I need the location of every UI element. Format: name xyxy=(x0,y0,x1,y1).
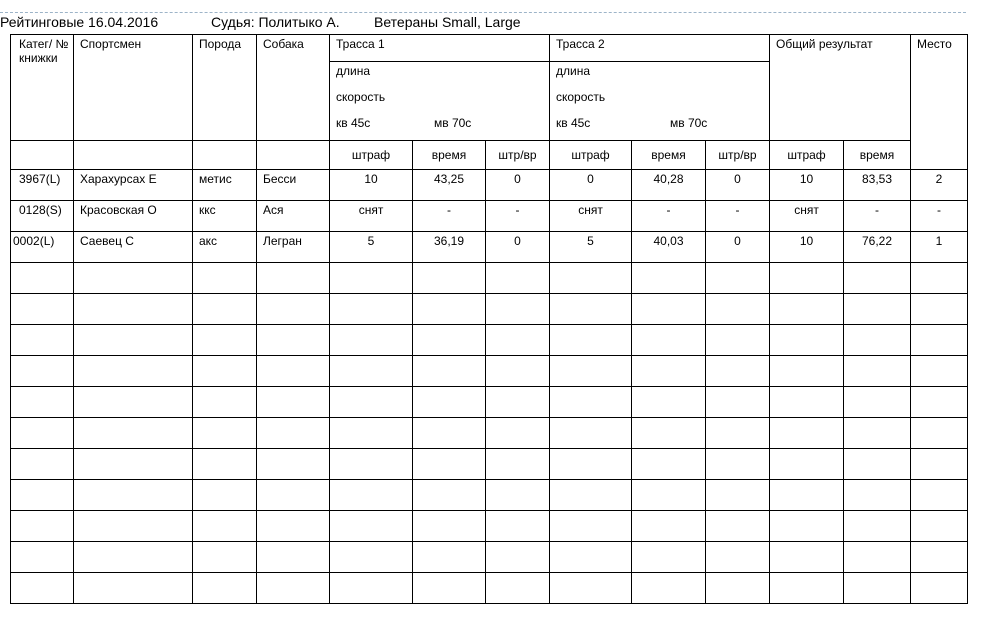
empty-cell xyxy=(632,480,706,511)
empty-cell xyxy=(911,263,968,294)
cell-c2-ratio: - xyxy=(706,201,770,232)
cell-dog: Ася xyxy=(257,201,330,232)
empty-cell xyxy=(193,325,257,356)
empty-cell xyxy=(770,480,844,511)
empty-cell xyxy=(330,511,413,542)
empty-cell xyxy=(486,511,550,542)
empty-cell xyxy=(330,449,413,480)
empty-row xyxy=(11,356,968,387)
empty-cell xyxy=(706,449,770,480)
empty-cell xyxy=(632,387,706,418)
empty-cell xyxy=(413,573,486,604)
empty-cell xyxy=(193,542,257,573)
empty-cell xyxy=(11,480,74,511)
cell-total-penalty: снят xyxy=(770,201,844,232)
empty-cell xyxy=(330,480,413,511)
empty-cell xyxy=(257,573,330,604)
empty-cell xyxy=(770,356,844,387)
empty-cell xyxy=(632,418,706,449)
cell-c2-ratio: 0 xyxy=(706,170,770,201)
empty-cell xyxy=(911,418,968,449)
cell-c1-ratio: 0 xyxy=(486,232,550,263)
empty-cell xyxy=(257,480,330,511)
col-place: Место xyxy=(911,35,968,170)
empty-cell xyxy=(330,325,413,356)
empty-cell xyxy=(330,418,413,449)
empty-cell xyxy=(257,325,330,356)
col-total: Общий результат xyxy=(770,35,911,141)
empty-cell xyxy=(193,294,257,325)
document-header xyxy=(0,12,966,33)
empty-cell xyxy=(706,387,770,418)
empty-cell xyxy=(257,356,330,387)
empty-cell xyxy=(486,325,550,356)
empty-cell xyxy=(550,294,632,325)
empty-cell xyxy=(486,294,550,325)
empty-row xyxy=(11,449,968,480)
empty-cell xyxy=(632,511,706,542)
empty-cell xyxy=(706,263,770,294)
empty-cell xyxy=(74,387,193,418)
cell-place: 1 xyxy=(911,232,968,263)
c2-time-header: время xyxy=(632,141,706,170)
header-row-top xyxy=(11,35,968,62)
empty-row xyxy=(11,294,968,325)
empty-cell xyxy=(11,418,74,449)
course2-kv: кв 45с xyxy=(556,116,591,130)
cell-breed: метис xyxy=(193,170,257,201)
empty-cell xyxy=(330,542,413,573)
event-title: Рейтинговые 16.04.2016 xyxy=(0,14,159,30)
c1-penalty-header: штраф xyxy=(330,141,413,170)
empty-cell xyxy=(550,449,632,480)
empty-cell xyxy=(486,573,550,604)
empty-cell xyxy=(413,480,486,511)
empty-cell xyxy=(74,573,193,604)
empty-cell xyxy=(74,294,193,325)
empty-cell xyxy=(330,263,413,294)
cell-id: 0002(L) xyxy=(11,232,74,263)
cell-place: 2 xyxy=(911,170,968,201)
table-row xyxy=(11,232,968,263)
course2-mv: мв 70с xyxy=(670,116,708,130)
empty-cell xyxy=(74,449,193,480)
empty-cell xyxy=(486,387,550,418)
empty-cell xyxy=(911,573,968,604)
empty-cell xyxy=(257,542,330,573)
empty-cell xyxy=(413,542,486,573)
table-row xyxy=(11,170,968,201)
empty-cell xyxy=(193,356,257,387)
empty-cell xyxy=(632,449,706,480)
empty-cell xyxy=(11,294,74,325)
empty-cell xyxy=(11,542,74,573)
empty-cell xyxy=(911,294,968,325)
course1-standards xyxy=(336,114,549,140)
empty-cell xyxy=(844,542,911,573)
empty-cell xyxy=(632,573,706,604)
cell-place: - xyxy=(911,201,968,232)
empty-cell xyxy=(413,511,486,542)
empty-cell xyxy=(770,573,844,604)
cell-id: 0128(S) xyxy=(11,201,74,232)
empty-cell xyxy=(550,511,632,542)
empty-cell xyxy=(74,542,193,573)
empty-cell xyxy=(706,511,770,542)
cell-c1-time: - xyxy=(413,201,486,232)
empty-cell xyxy=(770,325,844,356)
empty-cell xyxy=(413,263,486,294)
empty-cell xyxy=(257,418,330,449)
empty-cell xyxy=(706,418,770,449)
empty-cell xyxy=(706,325,770,356)
empty-cell xyxy=(74,511,193,542)
empty-cell xyxy=(330,387,413,418)
col-course1: Трасса 1 xyxy=(330,35,550,62)
empty-cell xyxy=(706,480,770,511)
empty-row xyxy=(11,573,968,604)
course1-kv: кв 45с xyxy=(336,116,371,130)
empty-cell xyxy=(193,449,257,480)
empty-cell xyxy=(550,480,632,511)
empty-cell xyxy=(74,263,193,294)
cell-total-time: - xyxy=(844,201,911,232)
c2-ratio-header: штр/вр xyxy=(706,141,770,170)
cell-breed: ккс xyxy=(193,201,257,232)
total-time-header: время xyxy=(844,141,911,170)
cell-c1-time: 43,25 xyxy=(413,170,486,201)
cell-total-penalty: 10 xyxy=(770,170,844,201)
empty-cell xyxy=(550,573,632,604)
empty-cell xyxy=(193,387,257,418)
empty-cell xyxy=(632,294,706,325)
course1-length: длина xyxy=(336,64,371,78)
cell-c2-time: 40,28 xyxy=(632,170,706,201)
empty-cell xyxy=(844,449,911,480)
empty-cell xyxy=(770,542,844,573)
empty-row xyxy=(11,325,968,356)
empty-row xyxy=(11,263,968,294)
table-body xyxy=(11,170,968,263)
cell-dog: Бесси xyxy=(257,170,330,201)
course2-standards xyxy=(556,114,769,140)
empty-cell xyxy=(11,325,74,356)
empty-cell xyxy=(413,387,486,418)
course1-meta xyxy=(330,62,550,141)
judge-name: Судья: Политыко А. xyxy=(211,14,340,30)
table-row xyxy=(11,201,968,232)
empty-cell xyxy=(770,449,844,480)
empty-cell xyxy=(911,387,968,418)
empty-cell xyxy=(632,325,706,356)
empty-cell xyxy=(193,418,257,449)
empty-cell xyxy=(11,573,74,604)
empty-cell xyxy=(844,573,911,604)
empty-cell xyxy=(193,480,257,511)
empty-cell xyxy=(74,418,193,449)
empty-cell xyxy=(632,356,706,387)
col-dog: Собака xyxy=(257,35,330,141)
empty-cell xyxy=(330,294,413,325)
empty-cell xyxy=(911,356,968,387)
empty-rows xyxy=(11,263,968,604)
empty-cell xyxy=(74,325,193,356)
cell-id: 3967(L) xyxy=(11,170,74,201)
col-category: Катег/ № книжки xyxy=(11,35,74,141)
empty-cell xyxy=(11,263,74,294)
course2-meta xyxy=(550,62,770,141)
empty-cell xyxy=(770,511,844,542)
cell-c2-penalty: 5 xyxy=(550,232,632,263)
empty-cell xyxy=(550,356,632,387)
empty-cell xyxy=(11,449,74,480)
empty-cell xyxy=(330,573,413,604)
course1-mv: мв 70с xyxy=(434,116,472,130)
cell-total-time: 83,53 xyxy=(844,170,911,201)
empty-cell xyxy=(413,449,486,480)
empty-cell xyxy=(11,387,74,418)
empty-cell xyxy=(486,418,550,449)
empty-cell xyxy=(911,511,968,542)
header-row-sub xyxy=(11,141,968,170)
empty-cell xyxy=(770,294,844,325)
empty-cell xyxy=(413,294,486,325)
empty-cell xyxy=(911,449,968,480)
empty-row xyxy=(11,418,968,449)
cell-c2-ratio: 0 xyxy=(706,232,770,263)
empty-cell xyxy=(770,418,844,449)
cell-c2-time: 40,03 xyxy=(632,232,706,263)
cell-athlete: Красовская О xyxy=(74,201,193,232)
cell-c1-penalty: 5 xyxy=(330,232,413,263)
empty-cell xyxy=(844,418,911,449)
cell-c1-ratio: 0 xyxy=(486,170,550,201)
empty-cell xyxy=(911,480,968,511)
empty-cell xyxy=(844,263,911,294)
empty-cell xyxy=(257,294,330,325)
empty-cell xyxy=(844,480,911,511)
empty-cell xyxy=(257,449,330,480)
empty-cell xyxy=(486,356,550,387)
empty-cell xyxy=(770,263,844,294)
table-header xyxy=(11,35,968,170)
empty-cell xyxy=(257,387,330,418)
empty-cell xyxy=(193,511,257,542)
empty-cell xyxy=(844,356,911,387)
cell-total-time: 76,22 xyxy=(844,232,911,263)
empty-cell xyxy=(193,573,257,604)
empty-cell xyxy=(844,294,911,325)
cell-c1-penalty: 10 xyxy=(330,170,413,201)
cell-athlete: Харахурсах Е xyxy=(74,170,193,201)
results-table xyxy=(10,34,968,604)
cell-c2-penalty: снят xyxy=(550,201,632,232)
empty-cell xyxy=(74,356,193,387)
empty-cell xyxy=(550,418,632,449)
empty-row xyxy=(11,387,968,418)
empty-cell xyxy=(257,511,330,542)
cell-dog: Легран xyxy=(257,232,330,263)
c2-penalty-header: штраф xyxy=(550,141,632,170)
empty-cell xyxy=(550,387,632,418)
empty-cell xyxy=(632,263,706,294)
cell-athlete: Саевец С xyxy=(74,232,193,263)
empty-cell xyxy=(413,356,486,387)
empty-cell xyxy=(706,356,770,387)
empty-cell xyxy=(486,263,550,294)
empty-cell xyxy=(844,387,911,418)
cell-c2-time: - xyxy=(632,201,706,232)
empty-cell xyxy=(911,542,968,573)
cell-c1-penalty: снят xyxy=(330,201,413,232)
empty-cell xyxy=(74,480,193,511)
empty-cell xyxy=(632,542,706,573)
empty-row xyxy=(11,480,968,511)
empty-cell xyxy=(11,511,74,542)
empty-cell xyxy=(550,325,632,356)
empty-cell xyxy=(193,263,257,294)
empty-cell xyxy=(706,573,770,604)
col-course2: Трасса 2 xyxy=(550,35,770,62)
empty-cell xyxy=(486,542,550,573)
col-breed: Порода xyxy=(193,35,257,141)
c1-time-header: время xyxy=(413,141,486,170)
empty-cell xyxy=(413,418,486,449)
cell-total-penalty: 10 xyxy=(770,232,844,263)
class-label: Ветераны Small, Large xyxy=(374,14,521,30)
empty-cell xyxy=(844,325,911,356)
course2-speed: скорость xyxy=(556,90,606,104)
empty-cell xyxy=(706,294,770,325)
empty-cell xyxy=(413,325,486,356)
cell-breed: акс xyxy=(193,232,257,263)
empty-cell xyxy=(330,356,413,387)
empty-cell xyxy=(770,387,844,418)
empty-cell xyxy=(11,356,74,387)
empty-row xyxy=(11,511,968,542)
course1-speed: скорость xyxy=(336,90,386,104)
empty-cell xyxy=(911,325,968,356)
course2-length: длина xyxy=(556,64,591,78)
cell-c1-time: 36,19 xyxy=(413,232,486,263)
cell-c2-penalty: 0 xyxy=(550,170,632,201)
col-athlete: Спортсмен xyxy=(74,35,193,141)
empty-cell xyxy=(486,449,550,480)
total-penalty-header: штраф xyxy=(770,141,844,170)
empty-cell xyxy=(844,511,911,542)
empty-cell xyxy=(550,263,632,294)
empty-cell xyxy=(706,542,770,573)
cell-c1-ratio: - xyxy=(486,201,550,232)
empty-cell xyxy=(550,542,632,573)
empty-cell xyxy=(486,480,550,511)
empty-row xyxy=(11,542,968,573)
c1-ratio-header: штр/вр xyxy=(486,141,550,170)
empty-cell xyxy=(257,263,330,294)
